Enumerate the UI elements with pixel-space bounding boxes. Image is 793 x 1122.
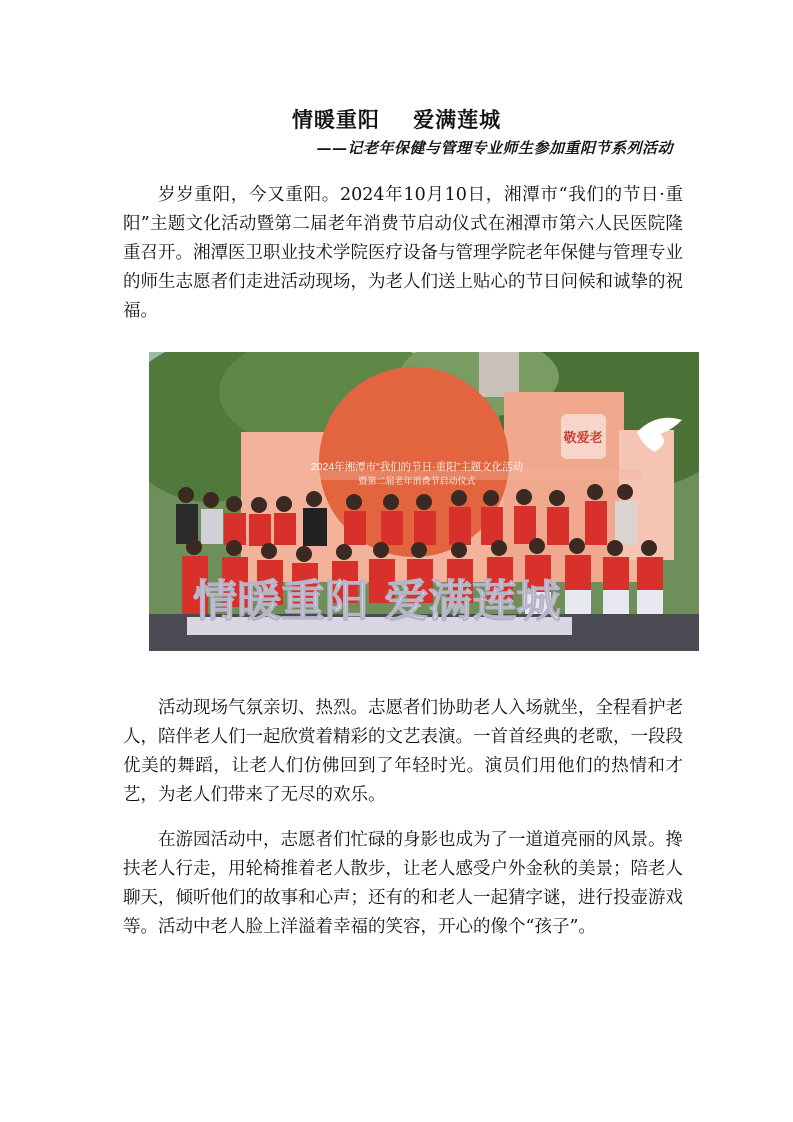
- side-sign-text: 敬爱老: [563, 430, 603, 445]
- paragraph-intro: 岁岁重阳，今又重阳。2024年10月10日，湘潭市“我们的节日·重阳”主题文化活动暨第二届老年消费节启动仪式在湘潭市第六人民医院隆重召开。湘潭医卫职业技术学院医疗设备与管理学院老年保健与管理专业的师生志愿者们走进活动现场，为老人们送上贴心的节日问候和诚挚的祝福。: [123, 185, 683, 321]
- document-subtitle: ——记老年保健与管理专业师生参加重阳节系列活动: [316, 139, 673, 157]
- sign-text: 情暖重阳 爱满莲城: [193, 576, 561, 627]
- backdrop-text-2: 暨第二届老年消费节启动仪式: [358, 476, 476, 486]
- event-photo: [149, 352, 699, 651]
- paragraph-activity: 活动现场气氛亲切、热烈。志愿者们协助老人入场就坐，全程看护老人，陪伴老人们一起欣赏着精彩的文艺表演。一首首经典的老歌，一段段优美的舞蹈，让老人们仿佛回到了年轻时光。演员们用他们的热情和才艺，为老人们带来了无尽的欢乐。: [123, 698, 683, 805]
- paragraph-garden: 在游园活动中，志愿者们忙碌的身影也成为了一道道亮丽的风景。搀扶老人行走，用轮椅推着老人散步，让老人感受户外金秋的美景；陪老人聊天，倾听他们的故事和心声；还有的和老人一起猜字谜，进行投壶游戏等。活动中老人脸上洋溢着幸福的笑容，开心的像个“孩子”。: [123, 830, 683, 937]
- backdrop-text-1: 2024年湘潭市“我们的节日·重阳”主题文化活动: [310, 461, 524, 473]
- document-title: 情暖重阳 爱满莲城: [291, 107, 502, 132]
